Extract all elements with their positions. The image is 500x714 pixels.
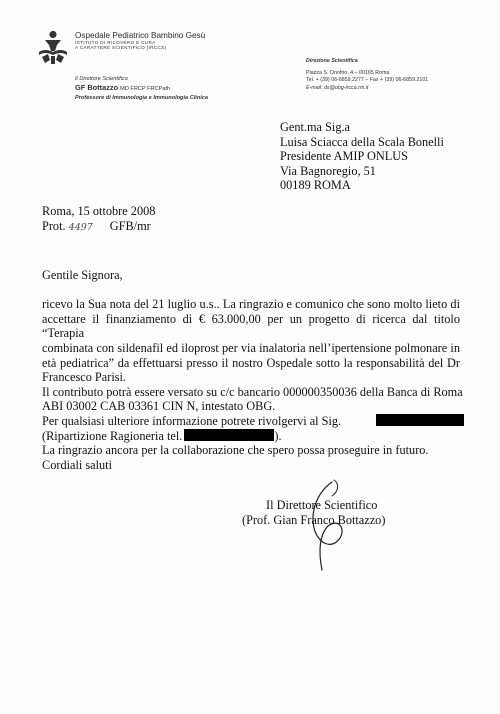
hospital-logo-icon <box>36 30 70 66</box>
paragraph-2-line-2: ABI 03002 CAB 03361 CIN N, intestato OBG. <box>42 399 276 414</box>
redacted-phone-box <box>184 429 274 441</box>
date-block <box>42 204 155 235</box>
director-name: GF Bottazzo <box>75 83 119 92</box>
recipient-salutation: Gent.ma Sig.a <box>280 120 351 134</box>
office-phone: Tel. + (39) 06-6859.2277 – Fax + (39) 06-6859.2101 <box>306 77 429 84</box>
paragraph-3-text-3: ). <box>274 428 282 443</box>
protocol-number-handwritten: 4497 <box>68 221 93 233</box>
director-block <box>75 75 208 102</box>
protocol-line <box>42 219 155 236</box>
hospital-name: Ospedale Pediatrico Bambino Gesù <box>75 31 206 40</box>
hospital-sub1: ISTITUTO DI RICOVERO E CURA <box>75 40 156 45</box>
greeting: Gentile Signora, <box>42 268 123 282</box>
signature-block <box>242 498 385 527</box>
paragraph-3-line-2 <box>42 429 460 444</box>
redacted-name-box <box>376 414 464 426</box>
signature-name: (Prof. Gian Franco Bottazzo) <box>242 512 386 527</box>
date-line: Roma, 15 ottobre 2008 <box>42 204 156 218</box>
recipient-name: Luisa Sciacca della Scala Bonelli <box>280 134 444 149</box>
paragraph-2-line-1: Il contributo potrà essere versato su c/c bancario 000000350036 della Banca di Roma <box>42 384 463 399</box>
office-email: E-mail: ds@obg-ircca.rm.it <box>306 84 369 91</box>
protocol-label: Prot. <box>42 218 66 233</box>
hospital-name-block <box>75 31 205 51</box>
recipient-city: 00189 ROMA <box>280 178 351 193</box>
letter-body <box>42 268 463 472</box>
hospital-sub2: A CARATTERE SCIENTIFICO (IRCCS) <box>75 45 167 51</box>
paragraph-1-line-3: combinata con sildenafil ed iloprost per via inalatoria nell’ipertensione polmonare in <box>42 340 460 355</box>
paragraph-1-line-4: età pediatrica” da effettuarsi presso il nostro Ospedale sotto la responsabilità del Dr <box>42 355 460 370</box>
signature-role: Il Direttore Scientifico <box>266 498 378 512</box>
protocol-ref: GFB/mr <box>109 218 151 233</box>
paragraph-3-text-2: (Ripartizione Ragioneria tel. <box>42 428 183 443</box>
director-role: Il Direttore Scientifico <box>75 76 128 82</box>
recipient-block <box>280 120 444 193</box>
director-credentials: MD FRCP FRCPath <box>120 86 171 92</box>
director-name-line <box>75 83 208 94</box>
paragraph-1-line-2: accettare il finanziamento di € 63.000,00 per un progetto di ricerca dal titolo “Terapia <box>42 311 460 341</box>
paragraph-4: La ringrazio ancora per la collaborazione che spero possa proseguire in futuro. <box>42 443 429 458</box>
office-address: Piazza S. Onofrio, 4 – 00165 Roma <box>306 69 390 76</box>
paragraph-1-line-1: ricevo la Sua nota del 21 luglio u.s.. La ringrazio e comunico che sono molto lieto di <box>42 297 460 312</box>
recipient-role: Presidente AMIP ONLUS <box>280 149 408 164</box>
office-title: Direzione Scientifica <box>306 58 358 64</box>
director-title: Professore di Immunologia e Immunologia Clinica <box>75 95 209 101</box>
paragraph-3-text: Per qualsiasi ulteriore informazione potrete rivolgervi al Sig. <box>42 413 342 428</box>
paragraph-1-line-5: Francesco Parisi. <box>42 370 127 385</box>
recipient-street: Via Bagnoregio, 51 <box>280 163 376 178</box>
paragraph-3-line-1 <box>42 414 460 429</box>
office-block <box>306 58 428 92</box>
closing: Cordiali saluti <box>42 457 113 472</box>
